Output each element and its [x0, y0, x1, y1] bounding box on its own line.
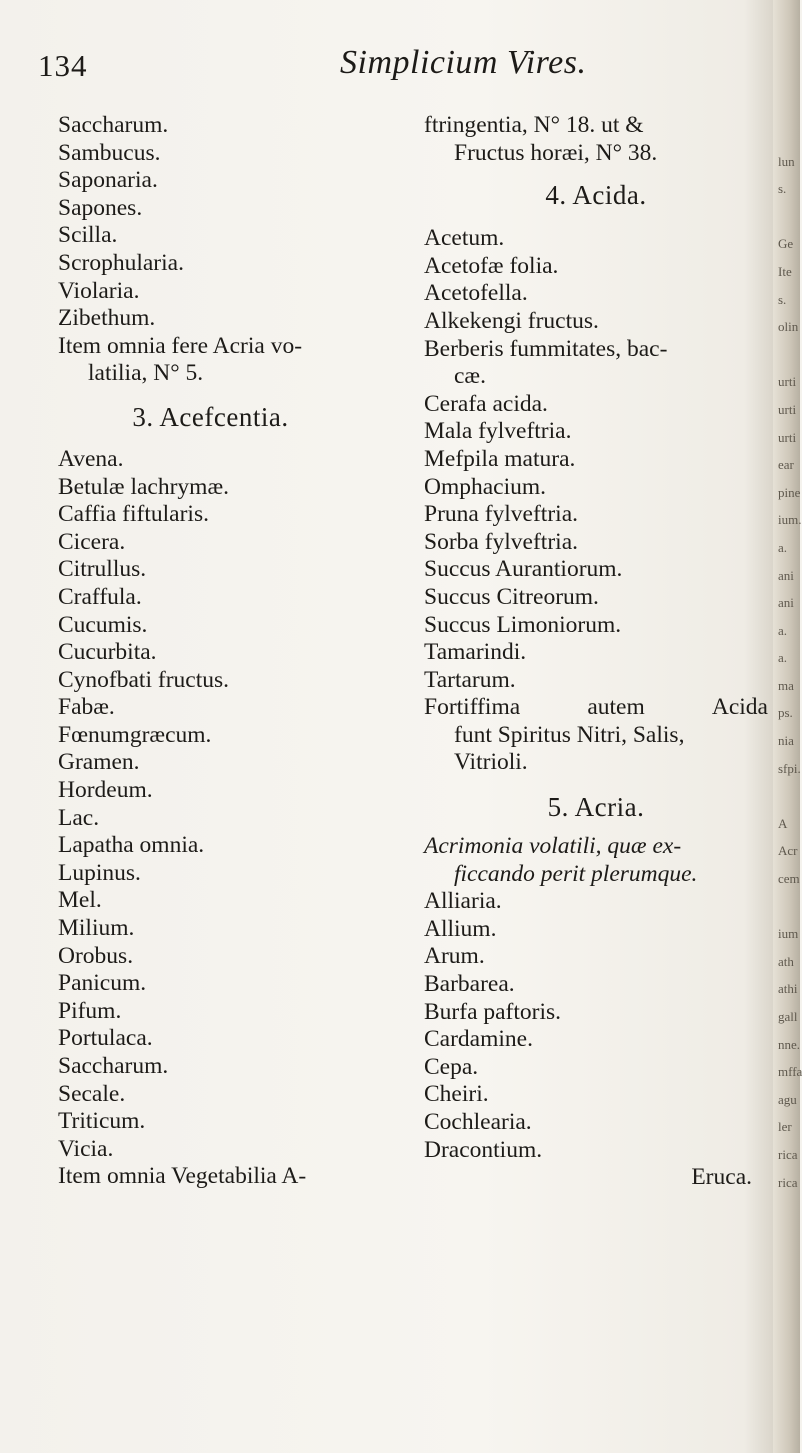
bleed-fragment [778, 782, 798, 810]
list-item: Citrullus. [58, 556, 147, 583]
bleed-fragment: ium. [778, 512, 802, 528]
list-item: Portulaca. [58, 1025, 153, 1052]
list-item: Avena. [58, 445, 124, 472]
bleed-fragment [778, 203, 798, 231]
bleed-fragment: urti [778, 401, 797, 417]
acria-note-line-2: ficcando perit plerumque. [454, 860, 698, 887]
bleed-fragment: pine [778, 484, 801, 500]
list-item: Arum. [424, 943, 485, 970]
list-item: Cucumis. [58, 611, 148, 638]
continuation-line-1: ftringentia, N° 18. ut & [424, 112, 644, 138]
berberis-line-2: cæ. [454, 363, 486, 390]
list-item: Pifum. [58, 997, 122, 1024]
fortissima-line-1 [424, 694, 768, 722]
bleed-fragment: ler [778, 1119, 792, 1135]
list-item: Caffia fiftularis. [58, 501, 209, 528]
list-item: Dracontium. [424, 1136, 543, 1163]
bleed-fragment: a. [778, 622, 788, 638]
fortissima-word-3: Acida [711, 694, 768, 721]
list-item: Acetofæ folia. [424, 252, 559, 279]
list-item: Secale. [58, 1080, 126, 1107]
page-number: 134 [38, 48, 88, 83]
list-item: Gramen. [58, 749, 140, 776]
bleed-fragment: Ite [778, 263, 792, 279]
running-title: Simplicium Vires. [340, 44, 587, 81]
list-item: Sorba fylveftria. [424, 528, 579, 555]
list-item: Cucurbita. [58, 639, 157, 666]
list-item: Omphacium. [424, 473, 547, 500]
bleed-fragment: ps. [778, 705, 793, 721]
list-item: Cerafa acida. [424, 390, 548, 417]
list-item: Succus Limoniorum. [424, 611, 622, 638]
bleed-fragment [778, 341, 798, 369]
list-item: Alkekengi fructus. [424, 307, 599, 334]
list-item: Orobus. [58, 942, 134, 969]
list-item: Saccharum. [58, 112, 169, 138]
bleed-fragment: gall [778, 1009, 798, 1024]
acria-note-line-1: Acrimonia volatili, quæ ex- [424, 833, 682, 860]
list-item: Cepa. [424, 1053, 479, 1080]
fortissima-word-2: autem [587, 694, 645, 721]
list-item: Sapones. [58, 194, 143, 221]
bleed-fragment: agu [778, 1091, 797, 1107]
list-item: Triticum. [58, 1108, 146, 1135]
list-item: Fœnumgræcum. [58, 721, 212, 748]
list-item: Alliaria. [424, 888, 502, 915]
list-item: Cynofbati fructus. [58, 666, 229, 693]
list-item: Vicia. [58, 1135, 114, 1162]
left-list-bottom [58, 446, 363, 1163]
list-item: Milium. [58, 915, 135, 942]
bleed-fragment: ear [778, 457, 794, 473]
fortissima-word-1: Fortiffima [424, 694, 521, 721]
bleed-fragment: lun [778, 153, 795, 169]
list-item: Cheiri. [424, 1081, 489, 1108]
bleed-fragment: sfpi. [778, 760, 801, 776]
list-item: Tartarum. [424, 666, 516, 693]
list-item: Cicera. [58, 528, 126, 555]
list-item: Panicum. [58, 970, 147, 997]
list-item: Succus Aurantiorum. [424, 556, 623, 583]
bleed-fragment: s. [778, 181, 787, 197]
bleed-fragment [778, 893, 798, 921]
right-column [424, 112, 768, 1194]
list-item: Lapatha omnia. [58, 832, 205, 859]
acida-list-b [424, 391, 768, 695]
bleed-fragment: a. [778, 650, 788, 666]
list-item: Craffula. [58, 583, 142, 610]
bleed-fragment: Acr [778, 843, 798, 859]
final-note-line: Item omnia Vegetabilia A- [58, 1163, 307, 1190]
bleed-fragment: olin [778, 319, 799, 335]
bleed-fragment: ma [778, 677, 794, 693]
list-item: Betulæ lachrymæ. [58, 473, 230, 500]
list-item: Burfa paftoris. [424, 998, 562, 1025]
section-4-heading: 4. Acida. [545, 180, 647, 211]
list-item: Zibethum. [58, 305, 156, 332]
list-item: Cochlearia. [424, 1109, 532, 1135]
list-item: Fabæ. [58, 694, 115, 721]
item-note-line-1: Item omnia fere Acria vo- [58, 332, 303, 359]
bleed-fragment: urti [778, 374, 797, 390]
list-item: Scrophularia. [58, 249, 184, 276]
list-item: Acetofella. [424, 280, 528, 307]
bleed-fragment: urti [778, 429, 797, 445]
bleed-fragment: s. [778, 291, 787, 307]
left-list-top [58, 112, 363, 333]
page-header [38, 44, 758, 92]
section-3-heading: 3. Acefcentia. [132, 401, 289, 432]
list-item: Saponaria. [58, 167, 158, 194]
fortissima-line-3: Vitrioli. [454, 749, 528, 776]
list-item: Saccharum. [58, 1053, 169, 1079]
acria-list [424, 888, 768, 1164]
bleed-fragment: nia [778, 733, 794, 749]
list-item: Violaria. [58, 277, 140, 304]
left-column [58, 112, 363, 1191]
bleed-fragment [778, 120, 798, 148]
list-item: Cardamine. [424, 1026, 533, 1053]
bleed-fragment: ium [778, 926, 799, 942]
list-item: Lac. [58, 804, 100, 831]
acida-list-a [424, 225, 768, 335]
list-item: Allium. [424, 915, 497, 942]
catchword: Eruca. [691, 1164, 752, 1191]
bleed-fragment: Ge [778, 236, 794, 252]
list-item: Succus Citreorum. [424, 583, 599, 610]
berberis-line-1: Berberis fummitates, bac- [424, 335, 668, 362]
list-item: Sambucus. [58, 139, 161, 166]
bleed-fragment: nne. [778, 1036, 801, 1052]
list-item: Tamarindi. [424, 639, 527, 666]
bleed-fragment: ath [778, 953, 794, 969]
bleed-fragment: ani [778, 567, 794, 583]
list-item: Acetum. [424, 225, 505, 252]
fortissima-line-2: funt Spiritus Nitri, Salis, [454, 721, 685, 748]
bleed-fragment: A [778, 815, 788, 831]
bleed-fragment: cem [778, 871, 800, 887]
list-item: Mefpila matura. [424, 445, 576, 472]
list-item: Pruna fylveftria. [424, 501, 579, 528]
bleed-fragment: rica [778, 1174, 798, 1190]
list-item: Hordeum. [58, 777, 153, 804]
bleed-fragment: mffa [778, 1064, 802, 1080]
bleed-fragment: a. [778, 539, 788, 555]
item-note-line-2: latilia, N° 5. [88, 360, 204, 387]
facing-page-bleed-through [778, 120, 802, 1196]
list-item: Scilla. [58, 222, 118, 249]
continuation-line-2: Fructus horæi, N° 38. [454, 139, 658, 166]
section-5-heading: 5. Acria. [547, 792, 645, 823]
bleed-fragment: rica [778, 1146, 798, 1162]
list-item: Mel. [58, 887, 102, 914]
bleed-fragment: athi [778, 981, 798, 997]
list-item: Barbarea. [424, 971, 515, 998]
bleed-fragment: ani [778, 595, 794, 611]
list-item: Mala fylveftria. [424, 418, 572, 445]
list-item: Lupinus. [58, 859, 141, 886]
